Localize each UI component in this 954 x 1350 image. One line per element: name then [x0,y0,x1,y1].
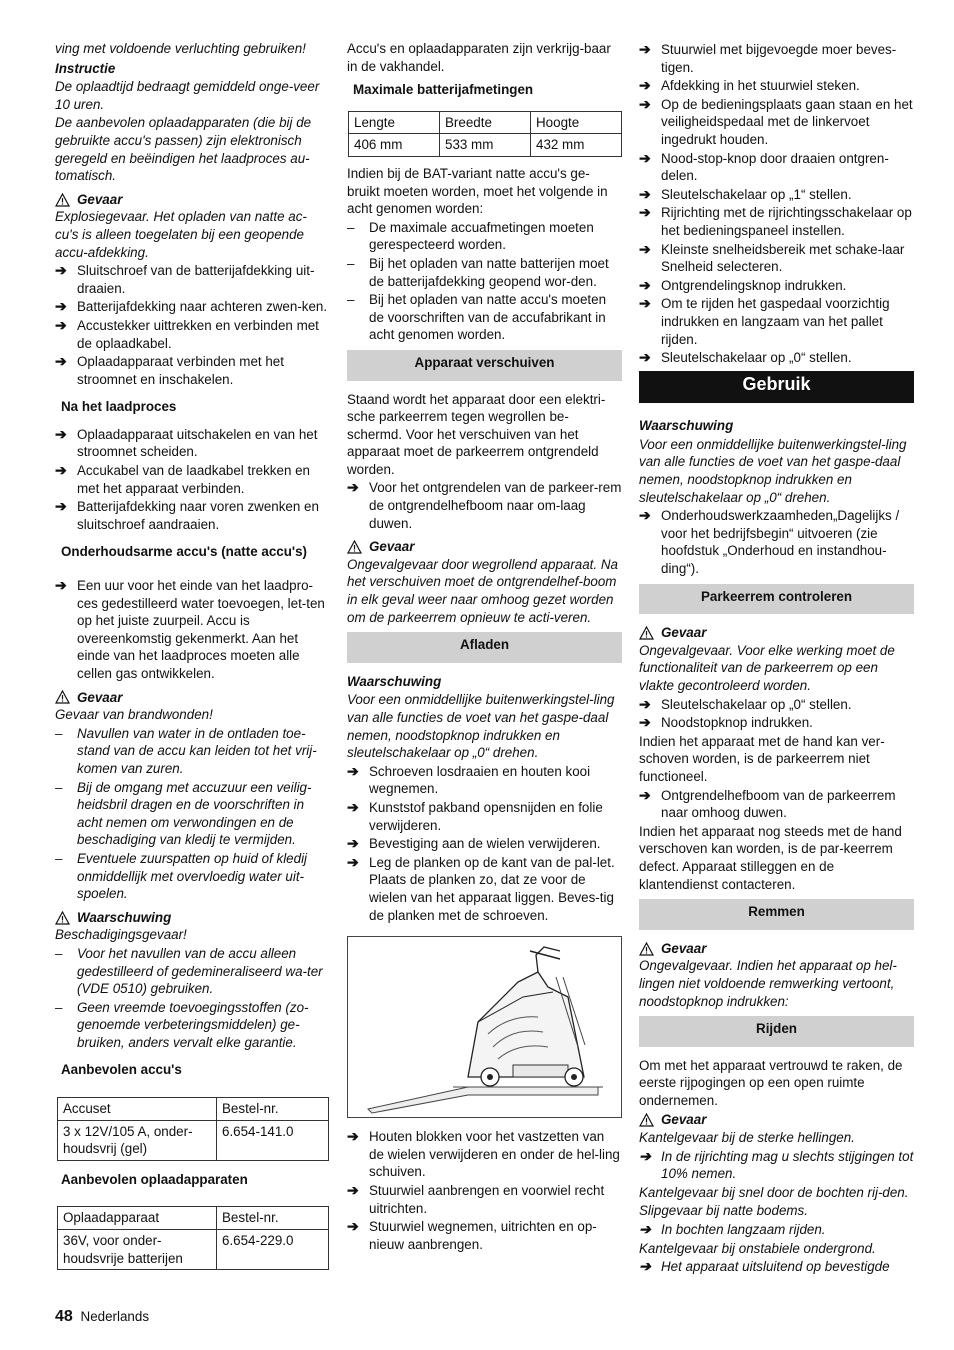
arrow-icon: ➔ [55,425,67,442]
list-item: – Bij het opladen van natte batterijen moet de batterijafdekking geopend wor-den. [347,255,609,289]
arrow-icon: ➔ [347,1218,359,1235]
table-row: Lengte Breedte Hoogte [349,111,622,134]
arrow-icon: ➔ [639,1147,651,1164]
arrow-icon: ➔ [639,276,651,293]
warning-triangle-icon [55,690,70,704]
arrow-icon: ➔ [639,714,651,731]
arrow-icon: ➔ [55,298,67,315]
warning-heading: Waarschuwing [347,673,442,689]
instruction-heading: Instructie [55,60,116,76]
list-item: – Voor het navullen van de accu alleen gedestilleerd of gedemineraliseerd wa-ter (VDE 0510) gebruiken. [55,945,323,997]
list-item: ➔ Op de bedieningsplaats gaan staan en het veiligheidspedaal met de linkervoet ingedrukt houden. [639,95,913,147]
list-item: ➔ Kunststof pakband opensnijden en folie verwijderen. [347,798,603,833]
warning-heading: Gevaar [347,538,622,556]
arrow-icon: ➔ [639,77,651,94]
list-item: ➔ Batterijafdekking naar voren zwenken en sluitschroef aandraaien. [55,498,319,532]
arrow-icon: ➔ [639,204,651,221]
list-item: ➔ In de rijrichting mag u slechts stijgingen tot 10% nemen. [639,1147,914,1182]
table-row: Oplaadapparaat Bestel-nr. [58,1207,329,1230]
warning-text: Voor een onmiddellijke buitenwerkingstel-ling van alle functies de voet van het gaspe-daal nemen, noodstopknop indrukken en sleutelschakelaar op „0“ drehen. [639,436,907,505]
warning-triangle-icon [55,911,70,925]
list-item: ➔ Stuurwiel wegnemen, uitrichten en op-nieuw aanbrengen. [347,1218,597,1252]
list-item: – Geen vreemde toevoegingsstoffen (zo-genoemde verbeteringsmiddelen) ge-bruiken, anders vervalt elke garantie. [55,999,309,1050]
list-item: ➔ Een uur voor het einde van het laadpro-ces gedestilleerd water toevoegen, let-ten op het juiste zuurpeil. Accu is overeenkomstig gekenmerkt. Aan het einde van het laadproces moeten alle cellen gas ontwikkelen. [55,577,325,681]
warning-text: Ongevalgevaar. Voor elke werking moet de functionaliteit van de parkeerrem op een vlakte gecontroleerd worden. [639,642,895,693]
dash-list [347,219,622,344]
arrow-icon: ➔ [347,853,359,870]
arrow-icon: ➔ [347,798,359,815]
subheading: Onderhoudsarme accu's (natte accu's) [61,544,307,560]
arrow-icon: ➔ [347,1128,359,1145]
step-list [347,763,622,924]
dash-list [55,725,330,903]
step-list [639,696,914,732]
chapter-heading: Gebruik [639,371,914,404]
step-list [55,262,330,388]
arrow-icon: ➔ [639,1258,651,1275]
column-3 [639,40,914,1277]
warning-text: Slipgevaar bij natte bodems. [639,1203,808,1219]
arrow-icon: ➔ [639,507,651,524]
arrow-icon: ➔ [639,240,651,257]
list-item: ➔ Stuurwiel aanbrengen en voorwiel recht uitrichten. [347,1181,605,1216]
paragraph: Staand wordt het apparaat door een elektri-sche parkeerrem tegen wegrollen be-schermd. Voor het verschuiven van het apparaat moet de parkeerrem ontgrendeld worden. [347,391,606,477]
arrow-icon: ➔ [55,262,67,279]
arrow-icon: ➔ [55,462,67,479]
section-heading: Rijden [639,1016,914,1047]
warning-text: Gevaar van brandwonden! [55,707,213,723]
list-item: ➔ Nood-stop-knop door draaien ontgren-delen. [639,149,889,184]
machine-on-ramp-drawing [348,937,621,1117]
arrow-icon: ➔ [55,577,67,594]
list-item: ➔ Sleutelschakelaar op „0“ stellen. [639,349,852,366]
list-item: – Navullen van water in de ontladen toe-stand van de accu kan leiden tot het vrij-komen van zuren. [55,725,317,776]
paragraph: ving met voldoende verluchting gebruiken! [55,41,306,56]
list-item: ➔ Ontgrendelingsknop indrukken. [639,276,847,293]
warning-heading: Gevaar [639,624,914,642]
list-item: ➔ Om te rijden het gaspedaal voorzichtig indrukken en langzaam van het pallet rijden. [639,295,890,347]
list-item: ➔ Bevestiging aan de wielen verwijderen. [347,835,601,852]
list-item: ➔ Leg de planken op de kant van de pal-let. Plaats de planken zo, dat ze voor de wielen van het apparaat liggen. Beves-tig de planken met de schroeven. [347,853,615,923]
arrow-icon: ➔ [347,479,359,496]
list-item: ➔ Kleinste snelheidsbereik met schake-laar Snelheid selecteren. [639,240,905,275]
arrow-icon: ➔ [639,786,651,803]
table-row: 36V, voor onder-houdsvrije batterijen 6.654-229.0 [58,1230,329,1270]
arrow-icon: ➔ [639,149,651,166]
list-item: ➔ Oplaadapparaat uitschakelen en van het stroomnet scheiden. [55,425,318,460]
list-item: ➔ Oplaadapparaat verbinden met het stroomnet en inschakelen. [55,353,284,387]
arrow-icon: ➔ [347,835,359,852]
paragraph: Indien bij de BAT-variant natte accu's ge-bruikt moeten worden, moet het volgende in acht genomen worden: [347,165,608,217]
arrow-icon: ➔ [639,695,651,712]
list-item: ➔ Onderhoudswerkzaamheden„Dagelijks / voor het bedrijfsbegin“ uitvoeren (zie hoofdstuk „Onderhoud en instandhou-ding“). [639,507,900,577]
warning-triangle-icon [639,942,654,956]
section-heading: Apparaat verschuiven [347,350,622,381]
section-heading: Parkeerrem controleren [639,584,914,615]
warning-text: Explosiegevaar. Het opladen van natte ac-cu's is alleen toegelaten bij een geopende accu-afdekking. [55,209,307,260]
list-item: ➔ Ontgrendelhefboom van de parkeerrem naar omhoog duwen. [639,786,896,821]
paragraph: Indien het apparaat met de hand kan ver-schoven worden, is de parkeerrem niet functioneel. [639,733,885,784]
table-row: 3 x 12V/105 A, onder-houdsvrij (gel) 6.654-141.0 [58,1120,329,1160]
table-row: 406 mm 533 mm 432 mm [349,134,622,157]
arrow-icon: ➔ [639,295,651,312]
list-item: ➔ Schroeven losdraaien en houten kooi wegnemen. [347,762,591,797]
warning-text: Ongevalgevaar. Indien het apparaat op hel-lingen niet voldoende remwerking vertoont, noodstopknop indrukken: [639,958,897,1009]
list-item: ➔ Sleutelschakelaar op „1“ stellen. [639,185,852,202]
list-item: ➔ Voor het ontgrendelen van de parkeer-rem de ontgrendelhefboom naar om-laag duwen. [347,479,622,531]
arrow-icon: ➔ [55,498,67,515]
paragraph: De oplaadtijd bedraagt gemiddeld onge-veer 10 uren. [55,79,320,112]
list-item: ➔ Sluitschroef van de batterijafdekking uit-draaien. [55,262,315,296]
dimensions-table [348,111,622,157]
dash-list [55,945,330,1052]
column-1 [55,40,330,1278]
step-list [55,426,330,534]
warning-heading: Gevaar [55,191,330,209]
arrow-icon: ➔ [55,316,67,333]
warning-text: Kantelgevaar bij de sterke hellingen. [639,1130,855,1146]
section-heading: Remmen [639,899,914,930]
arrow-icon: ➔ [639,41,651,57]
page-number: 48 [55,1308,73,1325]
paragraph: De aanbevolen oplaadapparaten (die bij de gebruikte accu's passen) zijn elektronisch geregeld en beëindigen het laadproces au-tomatisch. [55,115,312,184]
warning-heading: Gevaar [639,1111,914,1129]
charger-table [57,1206,329,1270]
subheading: Aanbevolen accu's [61,1062,182,1078]
unloading-illustration [347,936,622,1118]
page-footer [55,1308,149,1326]
list-item: ➔ Batterijafdekking naar achteren zwen-ken. [55,298,328,315]
warning-text: Voor een onmiddellijke buitenwerkingstel-ling van alle functies de voet van het gaspe-daal nemen, noodstopknop indrukken en sleutelschakelaar op „0“ drehen. [347,692,615,761]
warning-heading: Gevaar [55,689,330,707]
warning-triangle-icon [639,626,654,640]
list-item: – De maximale accuafmetingen moeten gerespecteerd worden. [347,219,594,253]
table-row: Accuset Bestel-nr. [58,1098,329,1121]
warning-heading: Gevaar [639,940,914,958]
list-item: – Eventuele zuurspatten op huid of kledij onmiddellijk met overvloedig water uit-spoelen. [55,850,308,902]
warning-triangle-icon [347,540,362,554]
list-item: ➔ Noodstopknop indrukken. [639,714,813,731]
footer-language: Nederlands [80,1309,150,1324]
subheading: Maximale batterijafmetingen [353,82,534,98]
arrow-icon: ➔ [639,95,651,112]
warning-text: Kantelgevaar bij onstabiele ondergrond. [639,1240,876,1256]
warning-heading: Waarschuwing [55,909,330,927]
warning-triangle-icon [55,193,70,207]
list-item: – Bij het opladen van natte accu's moeten de voorschriften van de accufabrikant in acht genomen worden. [347,292,607,343]
section-heading: Afladen [347,632,622,663]
subheading: Aanbevolen oplaadapparaten [61,1171,248,1187]
arrow-icon: ➔ [347,1181,359,1198]
arrow-icon: ➔ [639,185,651,202]
paragraph: Indien het apparaat nog steeds met de hand verschoven kan worden, is de par-keerrem defect. Apparaat stilleggen en de klantendienst contacteren. [639,823,902,892]
list-item: ➔ Sleutelschakelaar op „0“ stellen. [639,695,852,712]
warning-heading: Waarschuwing [639,418,734,434]
list-item: ➔ Het apparaat uitsluitend op bevestigde [639,1258,890,1275]
step-list [347,1128,622,1253]
warning-text: Beschadigingsgevaar! [55,927,187,943]
column-2 [347,40,622,1254]
list-item: ➔ In bochten langzaam rijden. [639,1221,826,1238]
paragraph: Om met het apparaat vertrouwd te raken, de eerste rijpogingen op een open ruimte ondernemen. [639,1057,903,1108]
accu-table [57,1097,329,1161]
list-item: ➔ Accukabel van de laadkabel trekken en met het apparaat verbinden. [55,462,311,496]
list-item: ➔ Accustekker uittrekken en verbinden met de oplaadkabel. [55,316,319,351]
list-item: ➔ Afdekking in het stuurwiel steken. [639,77,860,94]
list-item: ➔ Stuurwiel met bijgevoegde moer beves-tigen. [639,41,897,75]
warning-triangle-icon [639,1113,654,1127]
subheading: Na het laadproces [61,399,177,415]
arrow-icon: ➔ [639,349,651,366]
arrow-icon: ➔ [347,762,359,779]
arrow-icon: ➔ [639,1221,651,1238]
arrow-icon: ➔ [55,353,67,370]
list-item: ➔ Rijrichting met de rijrichtingsschakelaar op het bedieningspaneel instellen. [639,204,912,238]
warning-text: Ongevalgevaar door wegrollend apparaat. Na het verschuiven moet de ontgrendelhef-boom in elk geval weer naar omhoog gezet worden om de parkeerrem opnieuw te acti-veren. [347,556,618,625]
list-item: – Bij de omgang met accuzuur een veilig-heidsbril dragen en de voorschriften in acht nemen om verwondingen en de beschadiging van kledij te vermijden. [55,779,312,848]
step-list [639,41,914,367]
warning-text: Kantelgevaar bij snel door de bochten rij-den. [639,1184,909,1200]
paragraph: Accu's en oplaadapparaten zijn verkrijg-baar in de vakhandel. [347,41,611,74]
list-item: ➔ Houten blokken voor het vastzetten van de wielen verwijderen en onder de hel-ling schuiven. [347,1128,620,1180]
